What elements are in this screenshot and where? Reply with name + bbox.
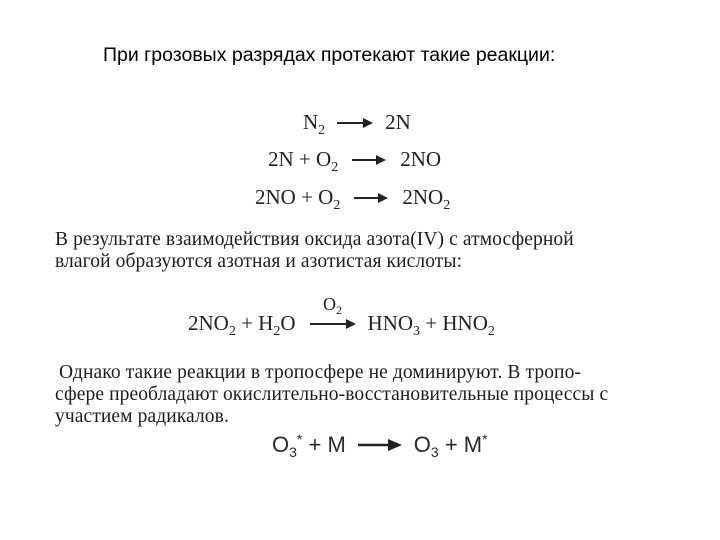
reactants: $O_3^* + M$ bbox=[272, 431, 346, 460]
reactants: $2N + O_2$ bbox=[268, 147, 339, 175]
paragraph-acids-formation bbox=[55, 229, 574, 273]
paragraph-line: сфере преобладают окислительно-восстановительные процессы с bbox=[55, 384, 609, 405]
reaction-acids bbox=[188, 294, 495, 339]
product: $2NO_2$ bbox=[402, 185, 451, 213]
reaction-arrow-icon bbox=[354, 192, 388, 204]
paragraph-line: В результате взаимодействия оксида азота(IV) с атмосферной bbox=[55, 229, 574, 250]
reactants: $2NO + O_2$ bbox=[255, 185, 341, 213]
slide-title: При грозовых разрядах протекают такие реакции: bbox=[103, 44, 556, 66]
reactants: $2NO_2 + H_2O$ bbox=[188, 311, 296, 339]
products: $O_3 + M^*$ bbox=[413, 431, 488, 460]
reactant: $N_2$ bbox=[303, 110, 326, 138]
paragraph-line: влагой образуются азотная и азотистая кислоты: bbox=[55, 251, 463, 272]
product: 2N bbox=[385, 110, 411, 134]
reaction-arrow-icon bbox=[337, 117, 373, 129]
product: 2NO bbox=[400, 147, 442, 171]
reaction-arrow-icon bbox=[310, 294, 356, 330]
reaction-no-oxidation bbox=[255, 185, 451, 213]
reaction-radicals bbox=[272, 432, 488, 458]
paragraph-line: Однако такие реакции в тропосфере не доминируют. В тропо- bbox=[59, 362, 582, 383]
catalyst-label: $O_2$ bbox=[323, 294, 343, 317]
paragraph-troposphere bbox=[55, 362, 608, 428]
reaction-arrow-icon bbox=[358, 438, 402, 452]
paragraph-line: участием радикалов. bbox=[55, 406, 229, 427]
products: $HNO_3 + HNO_2$ bbox=[367, 311, 495, 339]
reaction-n-oxidation bbox=[268, 147, 442, 175]
reaction-n2-dissociation bbox=[303, 110, 411, 138]
reaction-arrow-icon bbox=[352, 154, 386, 166]
